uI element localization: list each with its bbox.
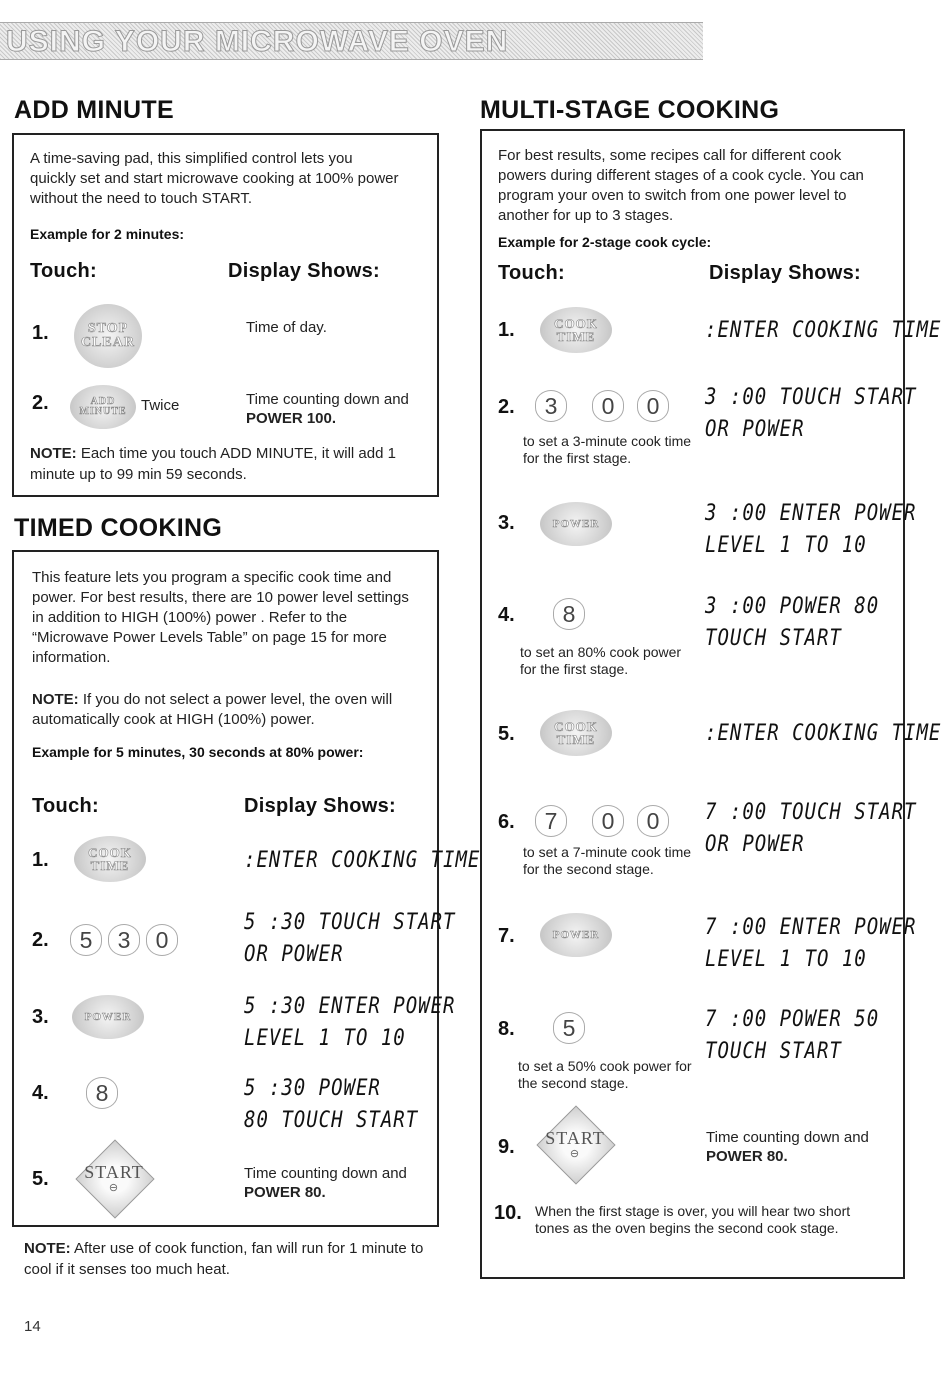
multi-step-number: 9. bbox=[498, 1136, 515, 1158]
add-minute-pad[interactable]: ADD MINUTE bbox=[70, 385, 136, 429]
multi-step1-display: :ENTER COOKING TIME bbox=[705, 317, 942, 343]
timed-step4-display: 5 :30 POWER 80 TOUCH START bbox=[244, 1075, 419, 1133]
power-pad[interactable]: POWER bbox=[72, 995, 144, 1039]
digit-8-pad[interactable]: 8 bbox=[86, 1077, 118, 1109]
banner-title: USING YOUR MICROWAVE OVEN bbox=[6, 25, 509, 58]
multi-step4-display: 3 :00 POWER 80 TOUCH START bbox=[705, 593, 880, 651]
multi-step-number: 2. bbox=[498, 396, 515, 418]
timed-step-number: 2. bbox=[32, 929, 49, 951]
add-minute-intro: A time-saving pad, this simplified control lets you quickly set and start microwave cooking at 100% power without the need to touch START. bbox=[30, 150, 399, 207]
timed-cooking-note: NOTE: If you do not select a power level, the oven will automatically cook at HIGH (100%) power. bbox=[32, 691, 393, 728]
multi-stage-display-label: Display Shows: bbox=[709, 262, 862, 284]
start-pad-label: START ⊖ bbox=[84, 1161, 144, 1194]
section-banner bbox=[0, 22, 703, 60]
multi-step3-display: 3 :00 ENTER POWER LEVEL 1 TO 10 bbox=[705, 500, 917, 558]
lock-icon: ⊖ bbox=[108, 1181, 120, 1194]
multi-step-number: 10. bbox=[494, 1202, 522, 1224]
multi-step-number: 7. bbox=[498, 925, 515, 947]
add-minute-step-number: 1. bbox=[32, 322, 49, 344]
add-minute-example: Example for 2 minutes: bbox=[30, 226, 185, 242]
page-number: 14 bbox=[24, 1318, 41, 1335]
timed-step5-display: Time counting down and POWER 80. bbox=[244, 1165, 407, 1201]
digit-3-pad[interactable]: 3 bbox=[108, 924, 140, 956]
multi-step-number: 8. bbox=[498, 1018, 515, 1040]
timed-step1-display: :ENTER COOKING TIME bbox=[244, 847, 481, 873]
digit-0-pad[interactable]: 0 bbox=[146, 924, 178, 956]
start-pad[interactable] bbox=[76, 1140, 152, 1216]
start-pad-label: START ⊖ bbox=[545, 1127, 605, 1160]
multi-step-number: 4. bbox=[498, 604, 515, 626]
multi-stage-example: Example for 2-stage cook cycle: bbox=[498, 234, 712, 250]
cook-time-pad[interactable]: COOK TIME bbox=[74, 836, 146, 882]
multi-step8-caption: to set a 50% cook power for the second stage. bbox=[518, 1058, 692, 1091]
multi-step7-display: 7 :00 ENTER POWER LEVEL 1 TO 10 bbox=[705, 914, 917, 972]
digit-8-pad[interactable]: 8 bbox=[553, 598, 585, 630]
multi-step2-caption: to set a 3-minute cook time for the first stage. bbox=[523, 433, 692, 466]
add-minute-step-number: 2. bbox=[32, 392, 49, 414]
add-minute-display-label: Display Shows: bbox=[228, 260, 381, 282]
power-pad[interactable]: POWER bbox=[540, 502, 612, 546]
timed-cooking-example: Example for 5 minutes, 30 seconds at 80% power: bbox=[32, 744, 364, 760]
timed-step2-display: 5 :30 TOUCH START OR POWER bbox=[244, 909, 456, 967]
digit-0-pad[interactable]: 0 bbox=[637, 390, 669, 422]
power-pad[interactable]: POWER bbox=[540, 913, 612, 957]
cook-time-pad[interactable]: COOK TIME bbox=[540, 307, 612, 353]
digit-7-pad[interactable]: 7 bbox=[535, 805, 567, 837]
digit-0-pad[interactable]: 0 bbox=[592, 390, 624, 422]
timed-step3-display: 5 :30 ENTER POWER LEVEL 1 TO 10 bbox=[244, 993, 456, 1051]
multi-step8-display: 7 :00 POWER 50 TOUCH START bbox=[705, 1006, 880, 1064]
timed-cooking-heading: TIMED COOKING bbox=[14, 514, 223, 542]
multi-step10-text: When the first stage is over, you will hear two short tones as the oven begins the second cook stage. bbox=[535, 1203, 851, 1236]
timed-step-number: 3. bbox=[32, 1006, 49, 1028]
timed-step-number: 4. bbox=[32, 1082, 49, 1104]
add-minute-step2-display: Time counting down and POWER 100. bbox=[246, 391, 409, 427]
multi-step4-caption: to set an 80% cook power for the first stage. bbox=[520, 644, 682, 677]
add-minute-note: NOTE: Each time you touch ADD MINUTE, it will add 1 minute up to 99 min 59 seconds. bbox=[30, 445, 396, 483]
multi-step6-display: 7 :00 TOUCH START OR POWER bbox=[705, 799, 917, 857]
digit-0-pad[interactable]: 0 bbox=[637, 805, 669, 837]
multi-stage-touch-label: Touch: bbox=[498, 262, 565, 284]
lock-icon: ⊖ bbox=[569, 1147, 581, 1160]
multi-step5-display: :ENTER COOKING TIME bbox=[705, 720, 942, 746]
multi-stage-intro: For best results, some recipes call for different cook powers during different stages of a cook cycle. You can program your oven to switch from one power level to another for up to 3 stages. bbox=[498, 147, 864, 224]
timed-cooking-intro: This feature lets you program a specific cook time and power. For best results, there are 10 power level settings in addition to HIGH (100%) power . Refer to the “Microwave Power Levels Table” on page 15 for more information. bbox=[32, 569, 409, 666]
add-minute-touch-label: Touch: bbox=[30, 260, 97, 282]
digit-0-pad[interactable]: 0 bbox=[592, 805, 624, 837]
digit-5-pad[interactable]: 5 bbox=[553, 1012, 585, 1044]
timed-cooking-display-label: Display Shows: bbox=[244, 795, 397, 817]
multi-step6-caption: to set a 7-minute cook time for the second stage. bbox=[523, 844, 692, 877]
stop-clear-pad[interactable]: STOP CLEAR bbox=[74, 304, 142, 368]
multi-stage-heading: MULTI-STAGE COOKING bbox=[480, 96, 780, 124]
cook-time-pad[interactable]: COOK TIME bbox=[540, 710, 612, 756]
digit-5-pad[interactable]: 5 bbox=[70, 924, 102, 956]
multi-step2-display: 3 :00 TOUCH START OR POWER bbox=[705, 384, 917, 442]
digit-3-pad[interactable]: 3 bbox=[535, 390, 567, 422]
timed-step-number: 5. bbox=[32, 1168, 49, 1190]
multi-step-number: 6. bbox=[498, 811, 515, 833]
twice-label: Twice bbox=[141, 397, 180, 414]
multi-step-number: 5. bbox=[498, 723, 515, 745]
multi-step-number: 1. bbox=[498, 319, 515, 341]
start-pad[interactable] bbox=[537, 1106, 613, 1182]
timed-cooking-after-note: NOTE: After use of cook function, fan will run for 1 minute to cool if it senses too much heat. bbox=[24, 1240, 424, 1278]
add-minute-heading: ADD MINUTE bbox=[14, 96, 174, 124]
multi-step-number: 3. bbox=[498, 512, 515, 534]
multi-step9-display: Time counting down and POWER 80. bbox=[706, 1129, 869, 1165]
add-minute-step1-display: Time of day. bbox=[246, 319, 327, 336]
timed-cooking-touch-label: Touch: bbox=[32, 795, 99, 817]
timed-step-number: 1. bbox=[32, 849, 49, 871]
